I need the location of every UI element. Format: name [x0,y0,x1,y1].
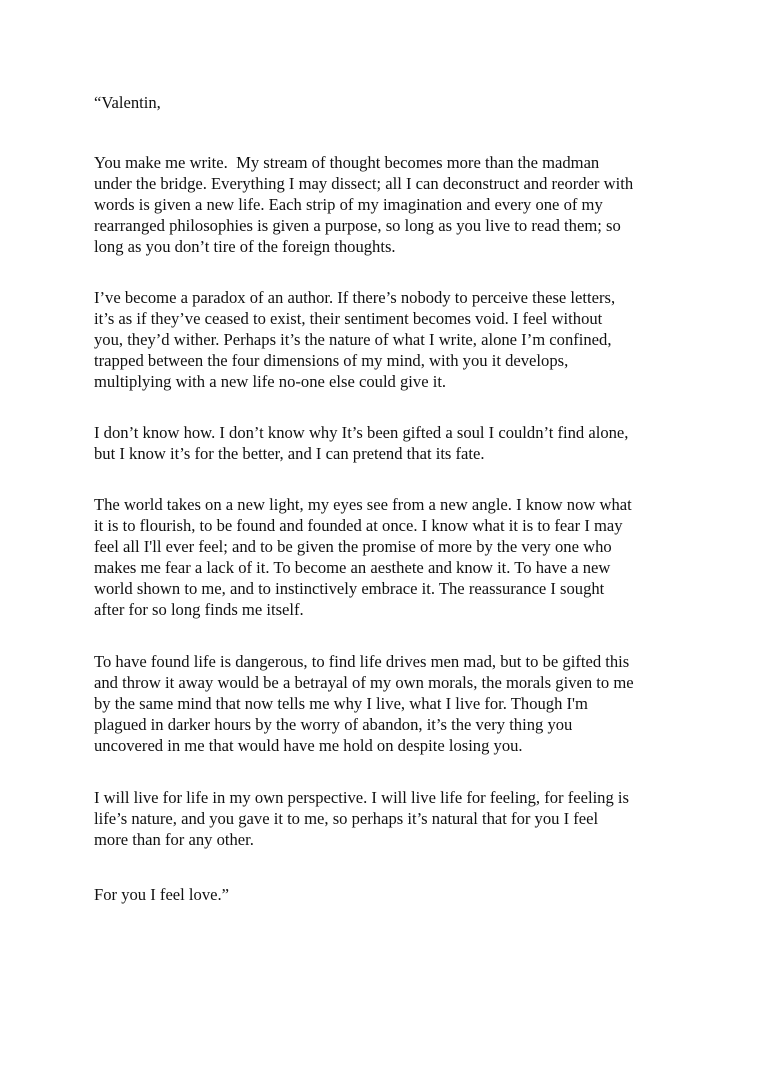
letter-salutation: “Valentin, [94,93,161,112]
paragraph-line: I will live for life in my own perspective. I will live life for feeling, for feeling is [94,788,629,807]
paragraph-line: under the bridge. Everything I may dissect; all I can deconstruct and reorder with [94,174,634,193]
paragraph-line: makes me fear a lack of it. To become an aesthete and know it. To have a new [94,558,611,577]
paragraph-line: You make me write. My stream of thought becomes more than the madman [94,153,600,172]
paragraph-line: I don’t know how. I don’t know why It’s been gifted a soul I couldn’t find alone, [94,423,629,442]
paragraph-line: but I know it’s for the better, and I can pretend that its fate. [94,444,485,463]
paragraph-line: The world takes on a new light, my eyes see from a new angle. I know now what [94,495,632,514]
paragraph-line: I’ve become a paradox of an author. If there’s nobody to perceive these letters, [94,288,616,307]
paragraph-line: after for so long finds me itself. [94,600,304,619]
paragraph-line: long as you don’t tire of the foreign thoughts. [94,237,396,256]
paragraph-line: plagued in darker hours by the worry of abandon, it’s the very thing you [94,715,573,734]
paragraph-line: rearranged philosophies is given a purpose, so long as you live to read them; so [94,216,621,235]
paragraph-line: uncovered in me that would have me hold on despite losing you. [94,736,523,755]
paragraph-line: it’s as if they’ve ceased to exist, their sentiment becomes void. I feel without [94,309,603,328]
paragraph-line: it is to flourish, to be found and founded at once. I know what it is to fear I may [94,516,623,535]
paragraph-line: words is given a new life. Each strip of my imagination and every one of my [94,195,603,214]
paragraph-line: you, they’d wither. Perhaps it’s the nature of what I write, alone I’m confined, [94,330,612,349]
paragraph-line: trapped between the four dimensions of my mind, with you it develops, [94,351,569,370]
paragraph-line: multiplying with a new life no-one else could give it. [94,372,447,391]
paragraph-line: more than for any other. [94,830,254,849]
paragraph-line: by the same mind that now tells me why I live, what I live for. Though I'm [94,694,588,713]
paragraph-line: and throw it away would be a betrayal of my own morals, the morals given to me [94,673,634,692]
letter-closing: For you I feel love.” [94,885,230,904]
paragraph-line: life’s nature, and you gave it to me, so perhaps it’s natural that for you I feel [94,809,599,828]
paragraph-line: world shown to me, and to instinctively embrace it. The reassurance I sought [94,579,605,598]
paragraph-line: To have found life is dangerous, to find life drives men mad, but to be gifted this [94,652,630,671]
paragraph-line: feel all I'll ever feel; and to be given the promise of more by the very one who [94,537,612,556]
